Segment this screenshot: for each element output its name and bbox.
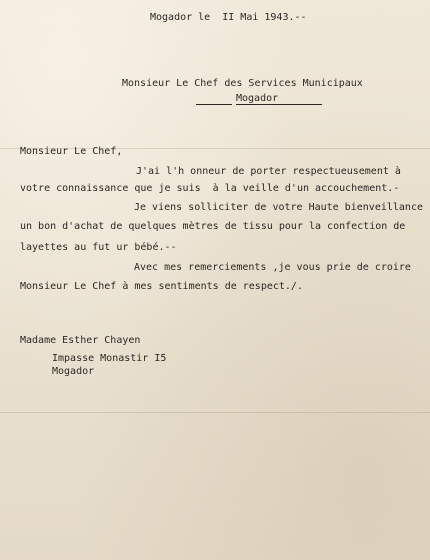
recipient-line-2: Mogador (236, 93, 279, 104)
body-line: layettes au fut ur bébé.-- (20, 242, 177, 253)
paper-crease (0, 412, 430, 413)
body-line: Monsieur Le Chef à mes sentiments de respect./. (20, 281, 303, 292)
body-line: un bon d'achat de quelques mètres de tissu pour la confection de (20, 221, 406, 232)
sender-street: Impasse Monastir I5 (52, 353, 167, 364)
body-line: Je viens solliciter de votre Haute bienveillance (134, 202, 423, 213)
body-line: Avec mes remerciements ,je vous prie de croire (134, 262, 411, 273)
salutation: Monsieur Le Chef, (20, 146, 123, 157)
dateline: Mogador le II Mai 1943.-- (150, 12, 307, 23)
sender-name: Madame Esther Chayen (20, 335, 141, 346)
sender-city: Mogador (52, 366, 95, 377)
recipient-underline-left (196, 104, 232, 105)
recipient-underline-right (236, 104, 322, 105)
body-line: J'ai l'h onneur de porter respectueusement à (136, 166, 401, 177)
recipient-line-1: Monsieur Le Chef des Services Municipaux (122, 78, 363, 89)
body-line: votre connaissance que je suis à la veille d'un accouchement.- (20, 183, 400, 194)
